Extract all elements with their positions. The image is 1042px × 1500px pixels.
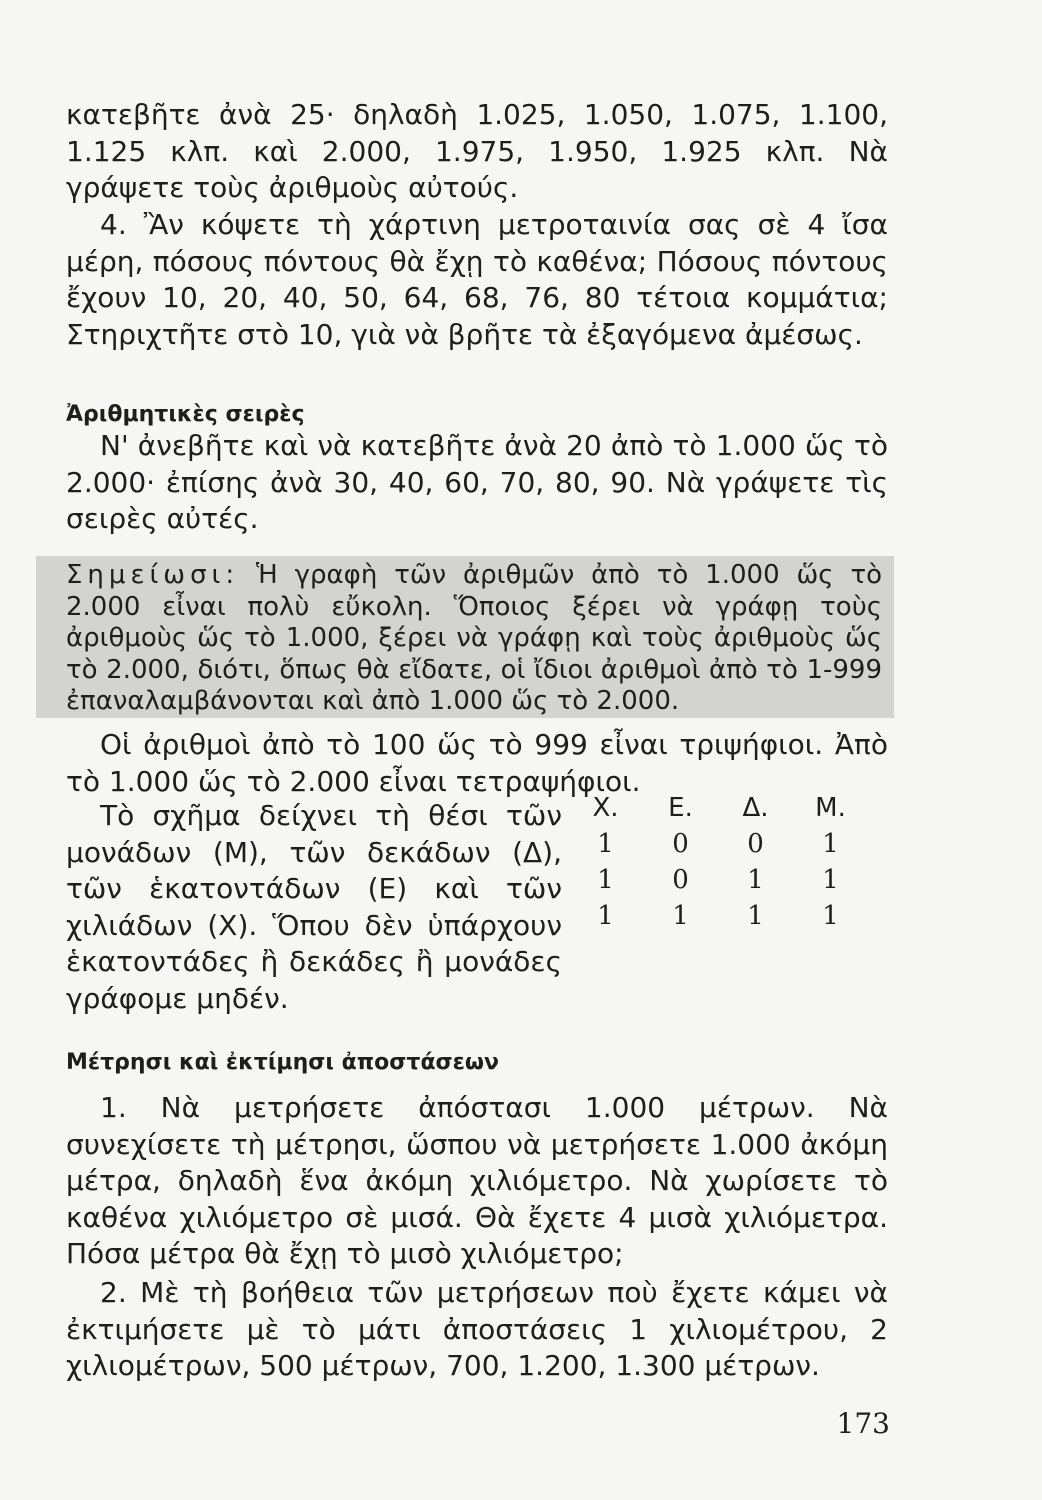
table-cell: 1 (822, 865, 839, 895)
note-label: Σημείωσι: (66, 560, 240, 590)
paragraph-distance-exercise-2: 2. Μὲ τὴ βοήθεια τῶν μετρήσεων ποὺ ἔχετε κάμει νὰ ἐκτιμήσετε μὲ τὸ μάτι ἀποστάσεις 1 χιλιομέτρου, 2 χιλιομέτρων, 500 μέτρων, 700, 1.200, 1.300 μέτρων. (66, 1276, 888, 1382)
table-cell: 1 (747, 901, 764, 931)
table-header-row (568, 790, 868, 826)
header-units: Μ. (815, 793, 846, 823)
paragraph-series-exercise: Ν' ἀνεβῆτε καὶ νὰ κατεβῆτε ἀνὰ 20 ἀπὸ τὸ 1.000 ὥς τὸ 2.000· ἐπίσης ἀνὰ 30, 40, 60, 70, 80, 90. Νὰ γράψετε τὶς σειρὲς αὐτές. (66, 429, 888, 535)
paragraph-place-values: Τὸ σχῆμα δείχνει τὴ θέσι τῶν μονάδων (Μ), τῶν δεκάδων (Δ), τῶν ἑκατοντάδων (Ε) καὶ τῶν χιλιάδων (Χ). Ὅπου δὲν ὑπάρχουν ἑκατοντάδες ἢ δεκάδες ἢ μονάδες γράφομε μηδέν. (66, 799, 562, 1015)
table-cell: 0 (672, 829, 689, 859)
note-box (36, 556, 894, 718)
table-row (568, 862, 868, 898)
place-value-table (568, 790, 868, 934)
table-cell: 1 (822, 901, 839, 931)
note-text: Ἡ γραφὴ τῶν ἀριθμῶν ἀπὸ τὸ 1.000 ὥς τὸ 2.000 εἶναι πολὺ εὔκολη. Ὅποιος ξέρει νὰ γράφῃ τοὺς ἀριθμοὺς ὥς τὸ 1.000, ξέρει νὰ γράφῃ καὶ τοὺς ἀριθμοὺς ὥς τὸ 2.000, διότι, ὅπως θὰ εἴδατε, οἱ ἴδιοι ἀριθμοὶ ἀπὸ τὸ 1-999 ἐπαναλαμβάνονται καὶ ἀπὸ 1.000 ὥς τὸ 2.000. (66, 560, 883, 716)
table-cell: 1 (822, 829, 839, 859)
header-hundreds: Ε. (668, 793, 693, 823)
table-cell: 1 (597, 829, 614, 859)
table-cell: 0 (747, 829, 764, 859)
table-row (568, 898, 868, 934)
table-cell: 0 (672, 865, 689, 895)
table-cell: 1 (597, 865, 614, 895)
paragraph-counting-by-25: κατεβῆτε ἀνὰ 25· δηλαδὴ 1.025, 1.050, 1.075, 1.100, 1.125 κλπ. καὶ 2.000, 1.975, 1.950, 1.925 κλπ. Νὰ γράψετε τοὺς ἀριθμοὺς αὐτούς. (66, 98, 888, 204)
paragraph-distance-exercise-1: 1. Νὰ μετρήσετε ἀπόστασι 1.000 μέτρων. Νὰ συνεχίσετε τὴ μέτρησι, ὥσπου νὰ μετρήσετε 1.000 ἀκόμη μέτρα, δηλαδὴ ἕνα ἀκόμη χιλιόμετρο. Νὰ χωρίσετε τὸ καθένα χιλιόμετρο σὲ μισά. Θὰ ἔχετε 4 μισὰ χιλιόμετρα. Πόσα μέτρα θὰ ἔχῃ τὸ μισὸ χιλιόμετρο; (66, 1091, 888, 1270)
heading-distance-measurement: Μέτρησι καὶ ἐκτίμησι ἀποστάσεων (66, 1050, 500, 1075)
header-thousands: Χ. (592, 793, 619, 823)
table-cell: 1 (672, 901, 689, 931)
paragraph-digit-counts: Οἱ ἀριθμοὶ ἀπὸ τὸ 100 ὥς τὸ 999 εἶναι τριψήφιοι. Ἀπὸ τὸ 1.000 ὥς τὸ 2.000 εἶναι τετραψήφιοι. (66, 728, 888, 798)
heading-arithmetic-series: Ἀριθμητικὲς σειρὲς (66, 402, 305, 427)
header-tens: Δ. (742, 793, 769, 823)
table-cell: 1 (597, 901, 614, 931)
table-cell: 1 (747, 865, 764, 895)
page-number: 173 (836, 1407, 890, 1440)
paragraph-exercise-4: 4. Ἂν κόψετε τὴ χάρτινη μετροταινία σας σὲ 4 ἴσα μέρη, πόσους πόντους θὰ ἔχῃ τὸ καθένα; Πόσους πόντους ἔχουν 10, 20, 40, 50, 64, 68, 76, 80 τέτοια κομμάτια; Στηριχτῆτε στὸ 10, γιὰ νὰ βρῆτε τὰ ἐξαγόμενα ἀμέσως. (66, 208, 888, 351)
table-row (568, 826, 868, 862)
